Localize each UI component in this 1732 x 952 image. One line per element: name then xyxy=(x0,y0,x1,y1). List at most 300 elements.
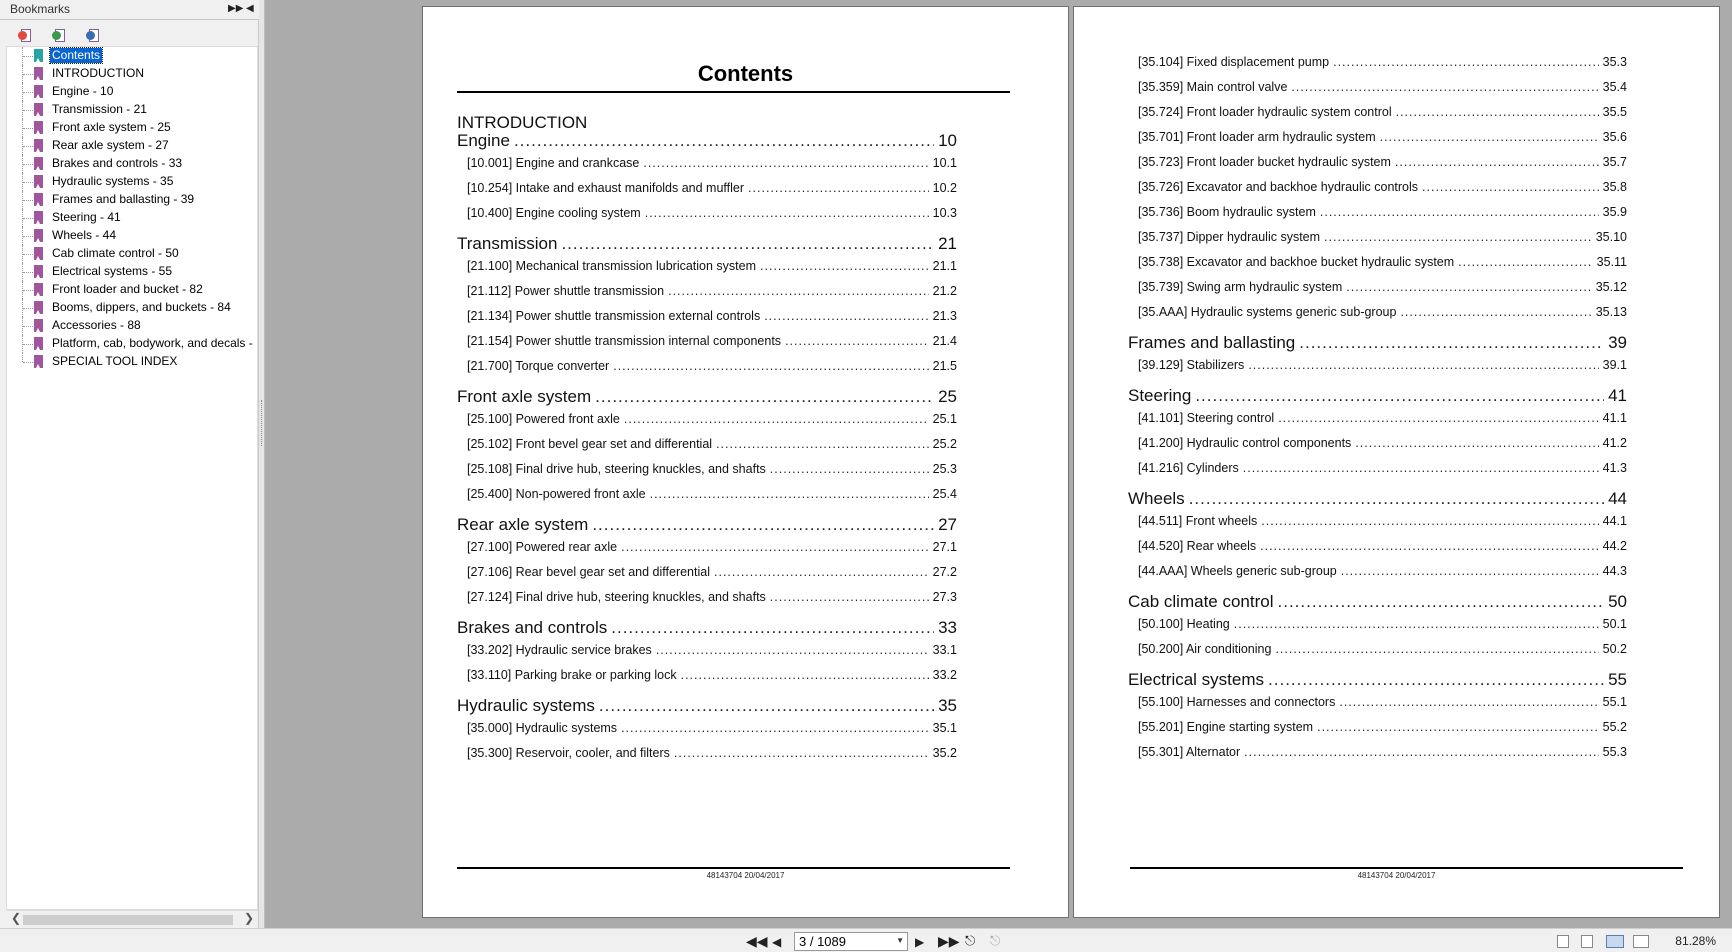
bookmarks-horizontal-scrollbar[interactable] xyxy=(7,910,258,927)
toc-entry-text: [25.108] Final drive hub, steering knuckles, and shafts xyxy=(467,462,766,476)
bookmark-label: Frames and ballasting - 39 xyxy=(52,192,195,206)
toc-entry-text: [55.100] Harnesses and connectors xyxy=(1138,695,1336,709)
contents-title: Contents xyxy=(697,61,794,86)
document-page-left xyxy=(422,6,1069,918)
toc-page-number: 55.1 xyxy=(1602,695,1627,709)
toc-page-number: 35.8 xyxy=(1602,180,1627,194)
bookmark-label: Rear axle system - 27 xyxy=(52,138,169,152)
toc-page-number: 55.2 xyxy=(1602,720,1627,734)
toc-section[interactable] xyxy=(457,696,957,716)
bookmark-tree xyxy=(6,46,258,910)
bookmarks-header xyxy=(0,0,259,20)
bookmark-icon xyxy=(34,103,43,116)
toc-entry-text: [35.739] Swing arm hydraulic system xyxy=(1138,280,1343,294)
footer-rule xyxy=(457,867,1010,869)
bookmark-icon xyxy=(34,175,43,188)
toc-leader-dots xyxy=(770,462,929,476)
toc-entry-text: [21.112] Power shuttle transmission xyxy=(467,284,665,298)
toc-page-number: 41 xyxy=(1608,386,1627,405)
bookmark-item[interactable] xyxy=(7,281,258,299)
toc-entry[interactable] xyxy=(467,284,957,298)
toc-page-number: 41.3 xyxy=(1602,461,1627,475)
toc-leader-dots xyxy=(1346,280,1591,294)
toc-entry-text: Electrical systems xyxy=(1128,670,1265,689)
toc-leader-dots xyxy=(1380,130,1599,144)
toc-leader-dots xyxy=(1261,514,1598,528)
toc-entry[interactable] xyxy=(467,462,957,476)
bookmark-item[interactable] xyxy=(7,173,258,191)
toc-leader-dots xyxy=(681,668,929,682)
toc-section[interactable] xyxy=(457,387,957,407)
toc-entry-text: [50.100] Heating xyxy=(1138,617,1230,631)
toc-leader-dots xyxy=(1291,80,1598,94)
toc-page-number: 44.2 xyxy=(1602,539,1627,553)
toc-entry[interactable] xyxy=(467,334,957,348)
collapse-panel-icon[interactable]: ◀ xyxy=(246,3,254,14)
panel-splitter[interactable] xyxy=(259,0,265,928)
toc-entry[interactable] xyxy=(1138,695,1627,709)
toc-leader-dots xyxy=(770,590,929,604)
toc-page-number: 10.1 xyxy=(932,156,957,170)
toc-entry[interactable] xyxy=(467,181,957,195)
bookmark-icon xyxy=(34,301,43,314)
toc-entry-text: [35.000] Hydraulic systems xyxy=(467,721,618,735)
bookmarks-title: Bookmarks xyxy=(10,2,71,16)
toc-page-number: 33 xyxy=(938,618,957,637)
bookmark-label: Accessories - 88 xyxy=(52,318,141,332)
go-back-icon[interactable]: ⎋ xyxy=(965,933,976,948)
toc-leader-dots xyxy=(621,540,929,554)
bookmark-label: Front axle system - 25 xyxy=(52,120,171,134)
toc-entry[interactable] xyxy=(1138,130,1627,144)
toc-leader-dots xyxy=(1422,180,1599,194)
toc-entry-text: [50.200] Air conditioning xyxy=(1138,642,1272,656)
toc-leader-dots xyxy=(1395,155,1599,169)
toc-entry-text: [55.201] Engine starting system xyxy=(1138,720,1314,734)
toc-leader-dots xyxy=(595,387,934,407)
toc-entry[interactable] xyxy=(467,309,957,323)
toc-entry-text: [35.726] Excavator and backhoe hydraulic controls xyxy=(1138,180,1419,194)
bookmark-icon xyxy=(34,157,43,170)
toc-entry-text: [39.129] Stabilizers xyxy=(1138,358,1245,372)
toc-entry-text: [35.701] Front loader arm hydraulic system xyxy=(1138,130,1376,144)
toc-entry-text: [21.154] Power shuttle transmission internal components xyxy=(467,334,782,348)
toc-leader-dots xyxy=(1244,745,1599,759)
toc-entry-text: Frames and ballasting xyxy=(1128,333,1296,352)
toc-leader-dots xyxy=(716,437,929,451)
toc-page-number: 35.3 xyxy=(1602,55,1627,69)
tree-connector xyxy=(22,353,23,362)
toc-entry-text: [35.300] Reservoir, cooler, and filters xyxy=(467,746,670,760)
toc-leader-dots xyxy=(1333,55,1599,69)
toc-page-number: 35.4 xyxy=(1602,80,1627,94)
toc-entry[interactable] xyxy=(467,156,957,170)
bookmark-label: SPECIAL TOOL INDEX xyxy=(52,354,178,368)
toc-entry-text: [10.001] Engine and crankcase xyxy=(467,156,640,170)
add-bookmark-icon[interactable] xyxy=(52,28,68,44)
toc-page-number: 44.1 xyxy=(1602,514,1627,528)
toc-entry[interactable] xyxy=(1138,255,1627,269)
toc-section[interactable] xyxy=(457,618,957,638)
toc-page-number: 25.4 xyxy=(932,487,957,501)
toc-entry-text: Engine xyxy=(457,131,510,150)
toc-entry[interactable] xyxy=(1138,155,1627,169)
toc-entry-text: [35.737] Dipper hydraulic system xyxy=(1138,230,1321,244)
toc-leader-dots xyxy=(668,284,929,298)
toc-leader-dots xyxy=(1341,564,1599,578)
toc-page-number: 25.1 xyxy=(932,412,957,426)
toc-entry-text: [25.400] Non-powered front axle xyxy=(467,487,646,501)
toc-section[interactable] xyxy=(457,234,957,254)
toc-entry-text: [35.724] Front loader hydraulic system control xyxy=(1138,105,1392,119)
toc-page-number: 27.3 xyxy=(932,590,957,604)
toc-section[interactable] xyxy=(1128,333,1627,353)
bookmarks-toolbar xyxy=(18,28,102,44)
toc-entry[interactable] xyxy=(467,487,957,501)
toc-leader-dots xyxy=(748,181,929,195)
toc-leader-dots xyxy=(611,618,934,638)
toc-leader-dots xyxy=(1396,105,1599,119)
toc-leader-dots xyxy=(1248,358,1598,372)
toc-entry[interactable] xyxy=(1138,230,1627,244)
toc-entry[interactable] xyxy=(467,206,957,220)
toc-leader-dots xyxy=(1195,386,1604,406)
bookmark-icon xyxy=(34,193,43,206)
toc-page-number: 35 xyxy=(938,696,957,715)
toc-entry-text: [10.400] Engine cooling system xyxy=(467,206,641,220)
toc-leader-dots xyxy=(643,156,928,170)
toc-entry-text: [27.100] Powered rear axle xyxy=(467,540,618,554)
previous-page-icon[interactable]: ◀ xyxy=(772,935,782,949)
toc-leader-dots xyxy=(764,309,928,323)
toc-entry[interactable] xyxy=(467,746,957,760)
bookmark-icon xyxy=(34,49,43,62)
toc-section[interactable] xyxy=(457,515,957,535)
toc-page-number: 25 xyxy=(938,387,957,406)
bookmark-icon xyxy=(34,211,43,224)
first-page-icon[interactable]: ◀◀ xyxy=(746,933,768,949)
toc-leader-dots xyxy=(714,565,929,579)
bookmark-item[interactable] xyxy=(7,335,258,353)
toc-entry[interactable] xyxy=(467,590,957,604)
toc-leader-dots xyxy=(785,334,929,348)
scroll-right-icon[interactable]: ❯ xyxy=(243,911,254,925)
toc-leader-dots xyxy=(561,234,934,254)
toc-entry[interactable] xyxy=(1138,436,1627,450)
toc-entry-text: [44.520] Rear wheels xyxy=(1138,539,1257,553)
toc-section[interactable] xyxy=(1128,489,1627,509)
bookmark-item[interactable] xyxy=(7,227,258,245)
toc-entry[interactable] xyxy=(1138,105,1627,119)
toc-leader-dots xyxy=(1339,695,1598,709)
toc-entry[interactable] xyxy=(467,565,957,579)
toc-page-number: 35.12 xyxy=(1595,280,1627,294)
toc-leader-dots xyxy=(621,721,929,735)
zoom-level[interactable]: 81.28% xyxy=(1675,934,1716,948)
bookmark-label: Contents xyxy=(52,48,101,62)
facing-view-icon[interactable] xyxy=(1606,935,1624,948)
toc-page-number: 21.3 xyxy=(932,309,957,323)
document-page-right xyxy=(1073,6,1720,918)
toc-entry[interactable] xyxy=(1138,305,1627,319)
bookmark-item[interactable] xyxy=(7,353,258,371)
page-footer: 48143704 20/04/2017 xyxy=(1357,871,1436,880)
toc-entry-text: [41.101] Steering control xyxy=(1138,411,1275,425)
bookmark-icon xyxy=(34,121,43,134)
toc-entry[interactable] xyxy=(1138,617,1627,631)
toc-leader-dots xyxy=(656,643,929,657)
bookmark-label: Front loader and bucket - 82 xyxy=(52,282,203,296)
title-rule xyxy=(457,91,1010,93)
toc-page-number: 27.2 xyxy=(932,565,957,579)
toc-entry-text: [35.723] Front loader bucket hydraulic system xyxy=(1138,155,1391,169)
toc-entry[interactable] xyxy=(1138,642,1627,656)
toc-section[interactable] xyxy=(1128,670,1627,690)
toc-entry-text: [21.100] Mechanical transmission lubrication system xyxy=(467,259,757,273)
toc-page-number: 35.9 xyxy=(1602,205,1627,219)
toc-leader-dots xyxy=(1275,642,1598,656)
toc-entry-text: [33.202] Hydraulic service brakes xyxy=(467,643,652,657)
toc-page-number: 35.13 xyxy=(1595,305,1627,319)
toc-section[interactable] xyxy=(1128,386,1627,406)
go-forward-icon[interactable]: ⎋ xyxy=(990,933,1001,948)
toc-entry-text: [27.106] Rear bevel gear set and differential xyxy=(467,565,710,579)
toc-entry-text: Steering xyxy=(1128,386,1192,405)
next-page-icon[interactable]: ▶ xyxy=(915,935,925,949)
toc-page-number: 39.1 xyxy=(1602,358,1627,372)
toc-entry-text: [27.124] Final drive hub, steering knuckles, and shafts xyxy=(467,590,766,604)
toc-entry-text: Cab climate control xyxy=(1128,592,1274,611)
toc-leader-dots xyxy=(624,412,929,426)
toc-page-number: 41.2 xyxy=(1602,436,1627,450)
toc-entry[interactable] xyxy=(1138,80,1627,94)
toc-entry[interactable] xyxy=(1138,55,1627,69)
toc-page-number: 10.3 xyxy=(932,206,957,220)
bookmark-item[interactable] xyxy=(7,65,258,83)
toc-leader-dots xyxy=(1268,670,1604,690)
bookmark-item[interactable] xyxy=(7,317,258,335)
toc-page-number: 35.6 xyxy=(1602,130,1627,144)
toc-leader-dots xyxy=(1400,305,1591,319)
toc-entry[interactable] xyxy=(467,412,957,426)
bookmark-label: Brakes and controls - 33 xyxy=(52,156,183,170)
toc-entry[interactable] xyxy=(467,643,957,657)
toc-page-number: 10 xyxy=(938,131,957,150)
toc-entry[interactable] xyxy=(1138,280,1627,294)
toc-entry-text: [35.104] Fixed displacement pump xyxy=(1138,55,1330,69)
bookmark-icon xyxy=(34,283,43,296)
toc-entry-text: [35.359] Main control valve xyxy=(1138,80,1288,94)
bookmark-icon xyxy=(34,319,43,332)
toc-leader-dots xyxy=(1320,205,1599,219)
single-page-view-icon[interactable] xyxy=(1557,935,1569,948)
bookmark-icon xyxy=(34,355,43,368)
toc-entry[interactable] xyxy=(1138,745,1627,759)
toc-leader-dots xyxy=(1234,617,1599,631)
toc-page-number: 35.11 xyxy=(1596,255,1627,269)
toc-entry[interactable] xyxy=(467,668,957,682)
toc-entry-text: [44.AAA] Wheels generic sub-group xyxy=(1138,564,1337,578)
bookmark-label: Platform, cab, bodywork, and decals - xyxy=(52,336,253,350)
bookmark-icon xyxy=(34,229,43,242)
bookmark-label: Wheels - 44 xyxy=(52,228,117,242)
bookmark-item[interactable] xyxy=(7,299,258,317)
toc-entry-text: [41.200] Hydraulic control components xyxy=(1138,436,1352,450)
toc-entry-text: [35.AAA] Hydraulic systems generic sub-group xyxy=(1138,305,1397,319)
toc-entry-text: Front axle system xyxy=(457,387,592,406)
scrollbar-thumb[interactable] xyxy=(23,915,233,925)
toc-section[interactable] xyxy=(457,131,957,151)
toc-entry-text: Brakes and controls xyxy=(457,618,608,637)
toc-page-number: 25.3 xyxy=(932,462,957,476)
toc-page-number: 50 xyxy=(1608,592,1627,611)
bookmark-icon xyxy=(34,247,43,260)
page-dropdown-icon[interactable]: ▼ xyxy=(896,936,904,945)
toc-page-number: 33.1 xyxy=(932,643,957,657)
bookmark-properties-icon[interactable] xyxy=(86,28,102,44)
bookmark-item[interactable] xyxy=(7,191,258,209)
bookmarks-panel xyxy=(0,0,259,928)
toc-page-number: 44.3 xyxy=(1602,564,1627,578)
toc-leader-dots xyxy=(599,696,934,716)
expand-panel-icon[interactable]: ▶▶ xyxy=(228,3,244,14)
bookmark-icon xyxy=(34,337,43,350)
bookmark-label: Cab climate control - 50 xyxy=(52,246,179,260)
continuous-facing-view-icon[interactable] xyxy=(1633,935,1649,948)
toc-leader-dots xyxy=(514,131,934,151)
toc-entry-text: [33.110] Parking brake or parking lock xyxy=(467,668,677,682)
toc-page-number: 50.2 xyxy=(1602,642,1627,656)
toc-entry-text: Transmission xyxy=(457,234,558,253)
toc-entry-text: Wheels xyxy=(1128,489,1185,508)
toc-leader-dots xyxy=(1324,230,1592,244)
toc-entry-text: [41.216] Cylinders xyxy=(1138,461,1239,475)
toc-leader-dots xyxy=(1243,461,1599,475)
bookmark-label: Hydraulic systems - 35 xyxy=(52,174,174,188)
toc-entry-text: [44.511] Front wheels xyxy=(1138,514,1258,528)
toc-page-number: 50.1 xyxy=(1602,617,1627,631)
toc-entry[interactable] xyxy=(1138,180,1627,194)
toc-leader-dots xyxy=(592,515,934,535)
toc-leader-dots xyxy=(1260,539,1599,553)
footer-rule xyxy=(1130,867,1683,869)
toc-introduction[interactable]: INTRODUCTION xyxy=(457,113,588,132)
bookmark-item[interactable] xyxy=(7,155,258,173)
toc-leader-dots xyxy=(1317,720,1599,734)
bookmark-icon xyxy=(34,85,43,98)
bookmark-item[interactable] xyxy=(7,245,258,263)
bookmark-item[interactable] xyxy=(7,83,258,101)
toc-page-number: 33.2 xyxy=(932,668,957,682)
toc-leader-dots xyxy=(650,487,929,501)
toc-page-number: 44 xyxy=(1608,489,1627,508)
toc-page-number: 21.4 xyxy=(932,334,957,348)
toc-entry-text: Hydraulic systems xyxy=(457,696,595,715)
toc-entry-text: [25.100] Powered front axle xyxy=(467,412,620,426)
bookmark-item[interactable] xyxy=(7,137,258,155)
toc-page-number: 27 xyxy=(938,515,957,534)
toc-entry[interactable] xyxy=(1138,514,1627,528)
toc-entry[interactable] xyxy=(1138,720,1627,734)
toc-entry-text: [10.254] Intake and exhaust manifolds and muffler xyxy=(467,181,745,195)
toc-leader-dots xyxy=(1299,333,1604,353)
toc-entry-text: Rear axle system xyxy=(457,515,589,534)
toc-page-number: 10.2 xyxy=(932,181,957,195)
toc-entry-text: [21.134] Power shuttle transmission external controls xyxy=(467,309,761,323)
toc-entry[interactable] xyxy=(467,437,957,451)
toc-entry-text: [55.301] Alternator xyxy=(1138,745,1241,759)
bookmark-item[interactable] xyxy=(7,47,258,65)
toc-page-number: 21.1 xyxy=(932,259,957,273)
bookmark-icon xyxy=(34,265,43,278)
bookmark-label: INTRODUCTION xyxy=(52,66,144,80)
toc-section[interactable] xyxy=(1128,592,1627,612)
toc-page-number: 55.3 xyxy=(1602,745,1627,759)
toc-page-number: 35.5 xyxy=(1602,105,1627,119)
toc-page-number: 21.2 xyxy=(932,284,957,298)
toc-entry[interactable] xyxy=(467,721,957,735)
page-number-input[interactable] xyxy=(794,932,908,951)
toc-entry[interactable] xyxy=(1138,564,1627,578)
toc-page-number: 27.1 xyxy=(932,540,957,554)
toc-page-number: 35.10 xyxy=(1595,230,1627,244)
page-number-value: 3 / 1089 xyxy=(799,934,846,949)
bookmark-label: Engine - 10 xyxy=(52,84,114,98)
toc-leader-dots xyxy=(1278,411,1598,425)
toc-leader-dots xyxy=(1189,489,1604,509)
bookmark-label: Electrical systems - 55 xyxy=(52,264,173,278)
toc-entry[interactable] xyxy=(1138,539,1627,553)
toc-entry[interactable] xyxy=(1138,411,1627,425)
toc-leader-dots xyxy=(760,259,929,273)
last-page-icon[interactable]: ▶▶ xyxy=(938,933,960,949)
toc-leader-dots xyxy=(674,746,929,760)
toc-entry-text: [35.736] Boom hydraulic system xyxy=(1138,205,1316,219)
toc-entry-text: [35.738] Excavator and backhoe bucket hydraulic system xyxy=(1138,255,1455,269)
toc-entry[interactable] xyxy=(1138,461,1627,475)
bookmark-item[interactable] xyxy=(7,209,258,227)
bookmark-icon xyxy=(34,139,43,152)
toc-entry[interactable] xyxy=(467,259,957,273)
toc-page-number: 21.5 xyxy=(932,359,957,373)
toc-entry[interactable] xyxy=(467,540,957,554)
toc-page-number: 25.2 xyxy=(932,437,957,451)
toc-page-number: 21 xyxy=(938,234,957,253)
bookmark-label: Booms, dippers, and buckets - 84 xyxy=(52,300,231,314)
delete-bookmark-icon[interactable] xyxy=(18,28,34,44)
toc-leader-dots xyxy=(613,359,928,373)
splitter-grip[interactable] xyxy=(261,400,263,446)
navigation-bar xyxy=(0,928,1732,952)
toc-page-number: 39 xyxy=(1608,333,1627,352)
continuous-view-icon[interactable] xyxy=(1581,935,1593,948)
toc-leader-dots xyxy=(1278,592,1605,612)
toc-page-number: 35.7 xyxy=(1602,155,1627,169)
toc-entry[interactable] xyxy=(1138,205,1627,219)
toc-leader-dots xyxy=(1458,255,1592,269)
toc-entry[interactable] xyxy=(467,359,957,373)
toc-leader-dots xyxy=(645,206,929,220)
bookmark-item[interactable] xyxy=(7,119,258,137)
bookmark-item[interactable] xyxy=(7,101,258,119)
toc-entry-text: [21.700] Torque converter xyxy=(467,359,610,373)
bookmark-icon xyxy=(34,67,43,80)
toc-entry[interactable] xyxy=(1138,358,1627,372)
toc-page-number: 41.1 xyxy=(1602,411,1627,425)
page-footer: 48143704 20/04/2017 xyxy=(706,871,785,880)
bookmark-item[interactable] xyxy=(7,263,258,281)
scroll-left-icon[interactable]: ❮ xyxy=(11,911,22,925)
